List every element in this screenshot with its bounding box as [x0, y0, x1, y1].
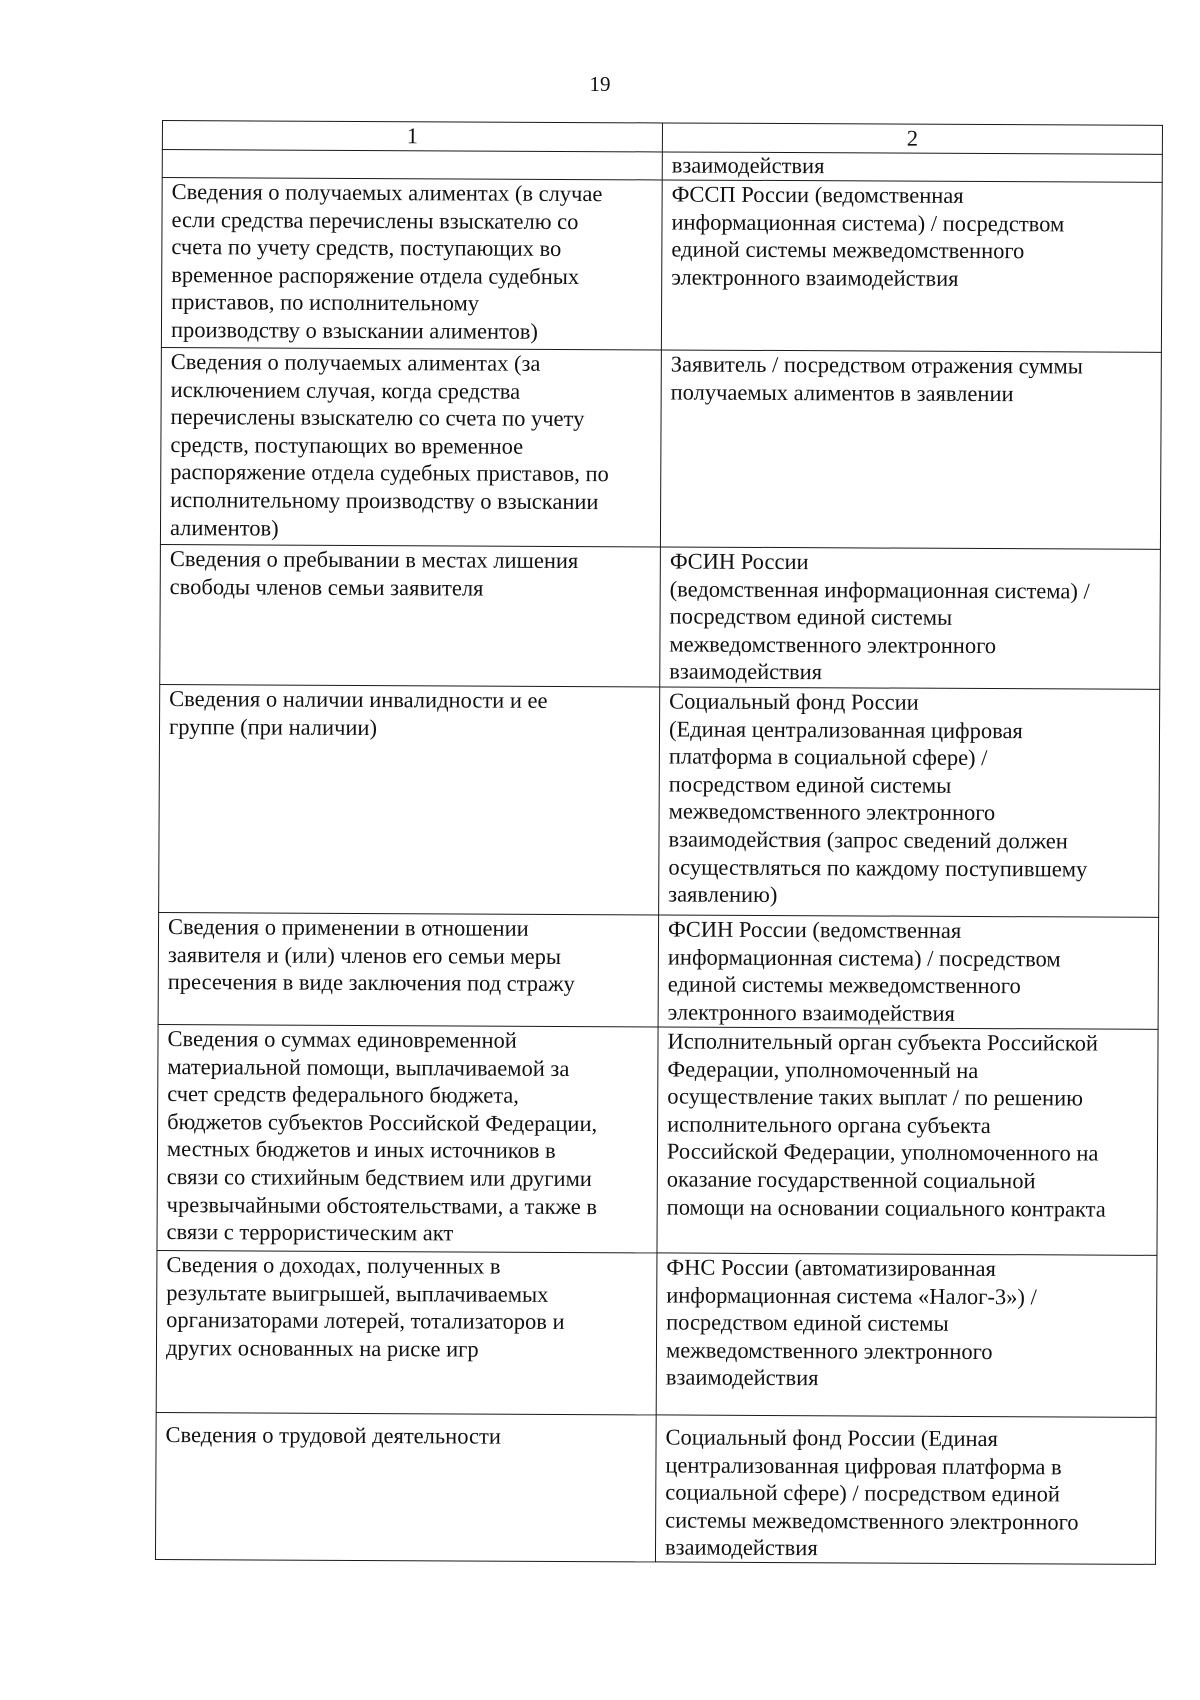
cell-text: Сведения о трудовой деятельности	[165, 1422, 501, 1449]
table-cell-source	[657, 1027, 1158, 1255]
table-cell-source	[656, 1253, 1157, 1417]
table-cell-requirement	[160, 347, 661, 546]
column-header-2: 2	[662, 123, 1162, 154]
table-row	[158, 912, 1159, 1029]
table-cell-source	[660, 547, 1161, 689]
cell-text: взаимодействия	[671, 152, 825, 179]
table-cell-source	[660, 350, 1161, 549]
cell-text: Сведения о доходах, полученных в результате выигрышей, выплачиваемых организаторами лотерей, тотализаторов и других основанных на риске игр	[165, 1252, 565, 1362]
data-table	[155, 120, 1163, 1565]
cell-text: Сведения о суммах единовременной материальной помощи, выплачиваемой за счет средств федерального бюджета, бюджетов субъектов Российской Федерации, местных бюджетов и иных источников в связи со стихийным бедствием или другими чрезвычайными обстоятельствами, а также в связи с террористическим акт	[166, 1026, 598, 1246]
cell-text: Сведения о пребывании в местах лишения свободы членов семьи заявителя	[169, 546, 579, 601]
table-cell-source	[659, 687, 1160, 917]
cell-text: Сведения о получаемых алиментах (за исключением случая, когда средства перечислены взыскателю со счета по учету средств, поступающих во временное распоряжение отдела судебных приставов, по исполнительному производству о взыскании алиментов)	[169, 349, 609, 541]
table-row	[157, 1024, 1158, 1255]
table-cell-requirement	[155, 1412, 656, 1561]
table-row	[159, 684, 1160, 917]
cell-text: Социальный фонд России (Единая централизованная цифровая платформа в социальной сфере) / посредством единой системы межведомственного электронного взаимодействия (запрос сведений должен осуществляться по каждому поступившему заявлению)	[668, 688, 1088, 908]
cell-text: ФССП России (ведомственная информационная система) / посредством единой системы межведомственного электронного взаимодействия	[671, 181, 1065, 291]
column-header-1: 1	[162, 121, 662, 152]
table-row	[160, 347, 1161, 549]
table-row	[161, 178, 1162, 353]
table-cell-source	[662, 152, 1162, 182]
cell-text: ФСИН России (ведомственная информационная система) / посредством единой системы межведомственного электронного взаимодействия	[669, 548, 1090, 685]
table-cell-source	[661, 180, 1162, 352]
cell-text: Сведения о наличии инвалидности и ее группе (при наличии)	[168, 686, 548, 740]
table-cell-source	[655, 1415, 1156, 1564]
cell-text: ФСИН России (ведомственная информационная система) / посредством единой системы межведомственного электронного взаимодействия	[667, 916, 1061, 1026]
table-cell-requirement	[159, 684, 660, 914]
table-cell-requirement	[158, 912, 659, 1026]
page-number: 19	[589, 72, 611, 96]
table-row	[155, 1412, 1156, 1564]
cell-text: Социальный фонд России (Единая централизованная цифровая платформа в социальной сфере) / посредством единой системы межведомственного электронного взаимодействия	[664, 1424, 1079, 1561]
cell-text: Сведения о получаемых алиментах (в случае если средства перечислены взыскателю со счета по учету средств, поступающих во временное распоряжение отдела судебных приставов, по исполнительному производству о взыскании алиментов)	[170, 179, 603, 344]
table-cell-requirement	[161, 178, 662, 350]
cell-text: Заявитель / посредством отражения суммы получаемых алиментов в заявлении	[670, 351, 1083, 406]
table-row	[156, 1250, 1157, 1417]
table-cell-requirement	[156, 1250, 657, 1414]
cell-text: Сведения о применении в отношении заявителя и (или) членов его семьи меры пресечения в виде заключения под стражу	[167, 914, 575, 997]
cell-text: ФНС России (автоматизированная информационная система «Налог-3») / посредством единой системы межведомственного электронного взаимодействия	[665, 1254, 1037, 1391]
table-cell-source	[658, 915, 1159, 1029]
table-cell-requirement	[162, 150, 662, 180]
cell-text: Исполнительный орган субъекта Российской Федерации, уполномоченный на осуществление таких выплат / по решению исполнительного органа субъекта Российской Федерации, уполномоченного на оказание государственной социальной помощи на основании социального контракта	[666, 1028, 1106, 1222]
table-row	[160, 544, 1161, 689]
table-cell-requirement	[157, 1024, 658, 1252]
table-cell-requirement	[160, 544, 661, 686]
